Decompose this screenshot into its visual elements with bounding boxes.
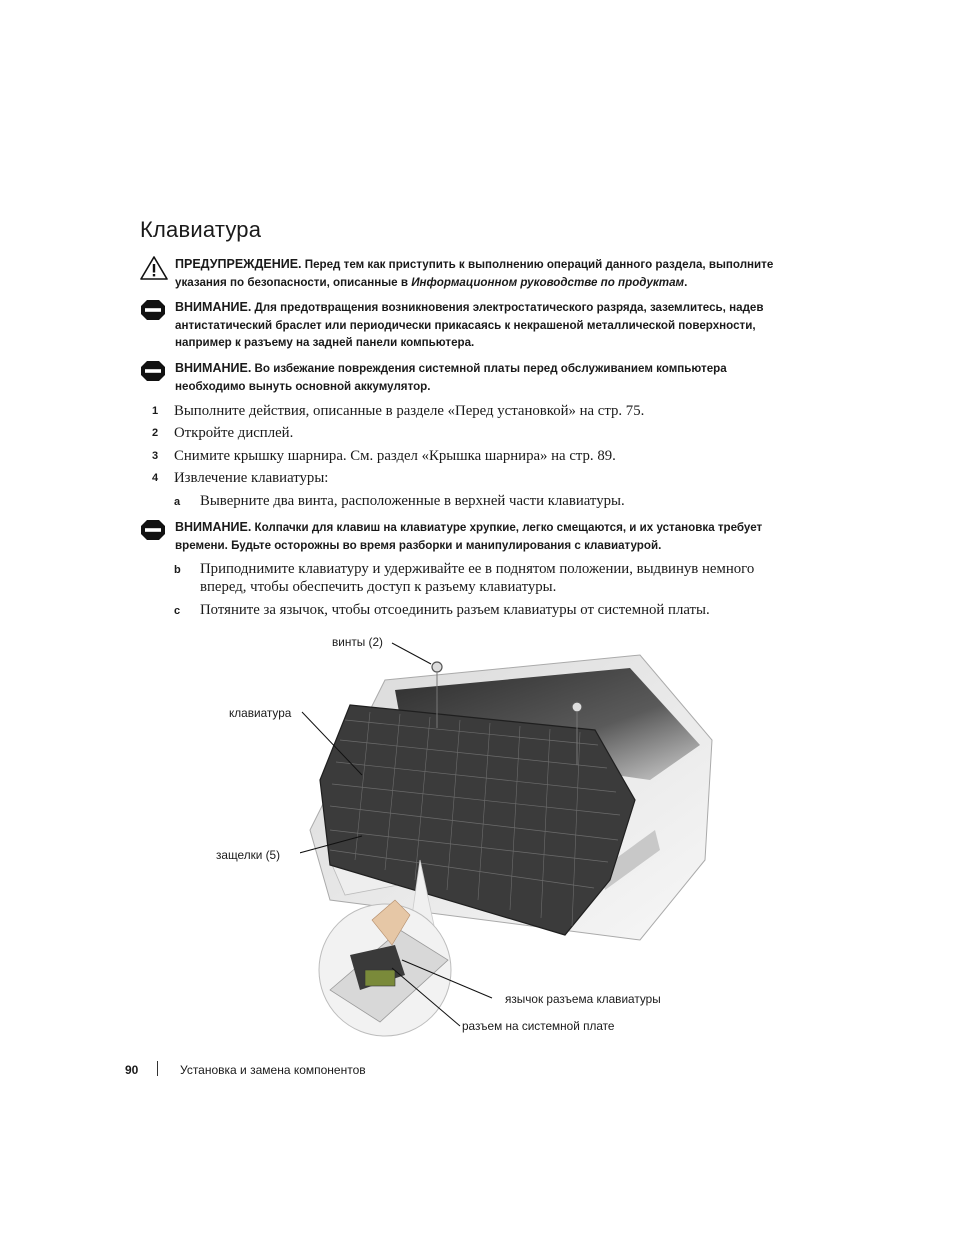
callout-latches: защелки (5) [216, 848, 281, 862]
notice-label: ВНИМАНИЕ. [175, 300, 252, 314]
warning-notice-text [175, 256, 800, 291]
substep-letter: a [174, 496, 181, 508]
caution-notice-keycaps [140, 519, 800, 555]
substep-letter: c [174, 605, 181, 617]
step-number: 4 [152, 472, 159, 484]
footer-section-title: Установка и замена компонентов [180, 1063, 366, 1077]
notice-text: Во избежание повреждения системной платы перед обслуживанием компьютера необходимо вынуть основной аккумулятор. [175, 362, 727, 393]
step-number: 3 [152, 450, 159, 462]
notice-stop-icon [140, 519, 166, 541]
step-number: 2 [152, 427, 159, 439]
keyboard-removal-illustration [300, 640, 730, 1040]
notice-text-end: . [684, 275, 688, 289]
substep-text: Приподнимите клавиатуру и удерживайте ее в поднятом положении, выдвинув немного вперед, чтобы обеспечить доступ к разъему клавиатуры. [200, 561, 755, 595]
notice-stop-icon [140, 299, 166, 321]
caution-notice-text [175, 299, 800, 352]
notice-text: Для предотвращения возникновения электростатического разряда, заземлитесь, надев антистатический браслет или периодически прикасаясь к некрашеной металлической поверхности, например к разъему на задней панели компьютера. [175, 301, 764, 349]
notice-italic-text: Информационном руководстве по продуктам [411, 275, 685, 289]
substep-text: Потяните за язычок, чтобы отсоединить разъем клавиатуры от системной платы. [200, 602, 710, 618]
notice-label: ПРЕДУПРЕЖДЕНИЕ. [175, 257, 302, 271]
callout-keyboard: клавиатура [229, 706, 292, 720]
caution-notice-text [175, 360, 800, 395]
footer-page-number: 90 [125, 1063, 139, 1077]
notice-label: ВНИМАНИЕ. [175, 361, 252, 375]
step-text: Выполните действия, описанные в разделе «Перед установкой» на стр. 75. [174, 403, 645, 419]
warning-notice [140, 256, 800, 292]
callout-screws: винты (2) [332, 635, 383, 649]
notice-label: ВНИМАНИЕ. [175, 520, 252, 534]
caution-notice-battery [140, 360, 800, 396]
step-text: Откройте дисплей. [174, 425, 294, 441]
step-text: Извлечение клавиатуры: [174, 470, 329, 486]
caution-notice-esd [140, 299, 800, 353]
callout-system-board-connector: разъем на системной плате [462, 1019, 615, 1033]
caution-notice-text [175, 519, 800, 554]
step-text: Снимите крышку шарнира. См. раздел «Крышка шарнира» на стр. 89. [174, 448, 616, 464]
notice-text: Перед тем как приступить к выполнению операций данного раздела, выполните указания по безопасности, описанные в [175, 258, 774, 289]
notice-stop-icon [140, 360, 166, 382]
page-title: Клавиатура [140, 217, 262, 242]
step-number: 1 [152, 405, 159, 417]
notice-text: Колпачки для клавиш на клавиатуре хрупкие, легко смещаются, и их установка требует времени. Будьте осторожны во время разборки и манипулирования с клавиатурой. [175, 521, 763, 552]
footer-separator [157, 1061, 158, 1076]
substep-letter: b [174, 564, 181, 576]
callout-keyboard-tab: язычок разъема клавиатуры [505, 992, 661, 1006]
warning-triangle-icon [140, 256, 168, 280]
substep-text: Выверните два винта, расположенные в верхней части клавиатуры. [200, 493, 625, 509]
